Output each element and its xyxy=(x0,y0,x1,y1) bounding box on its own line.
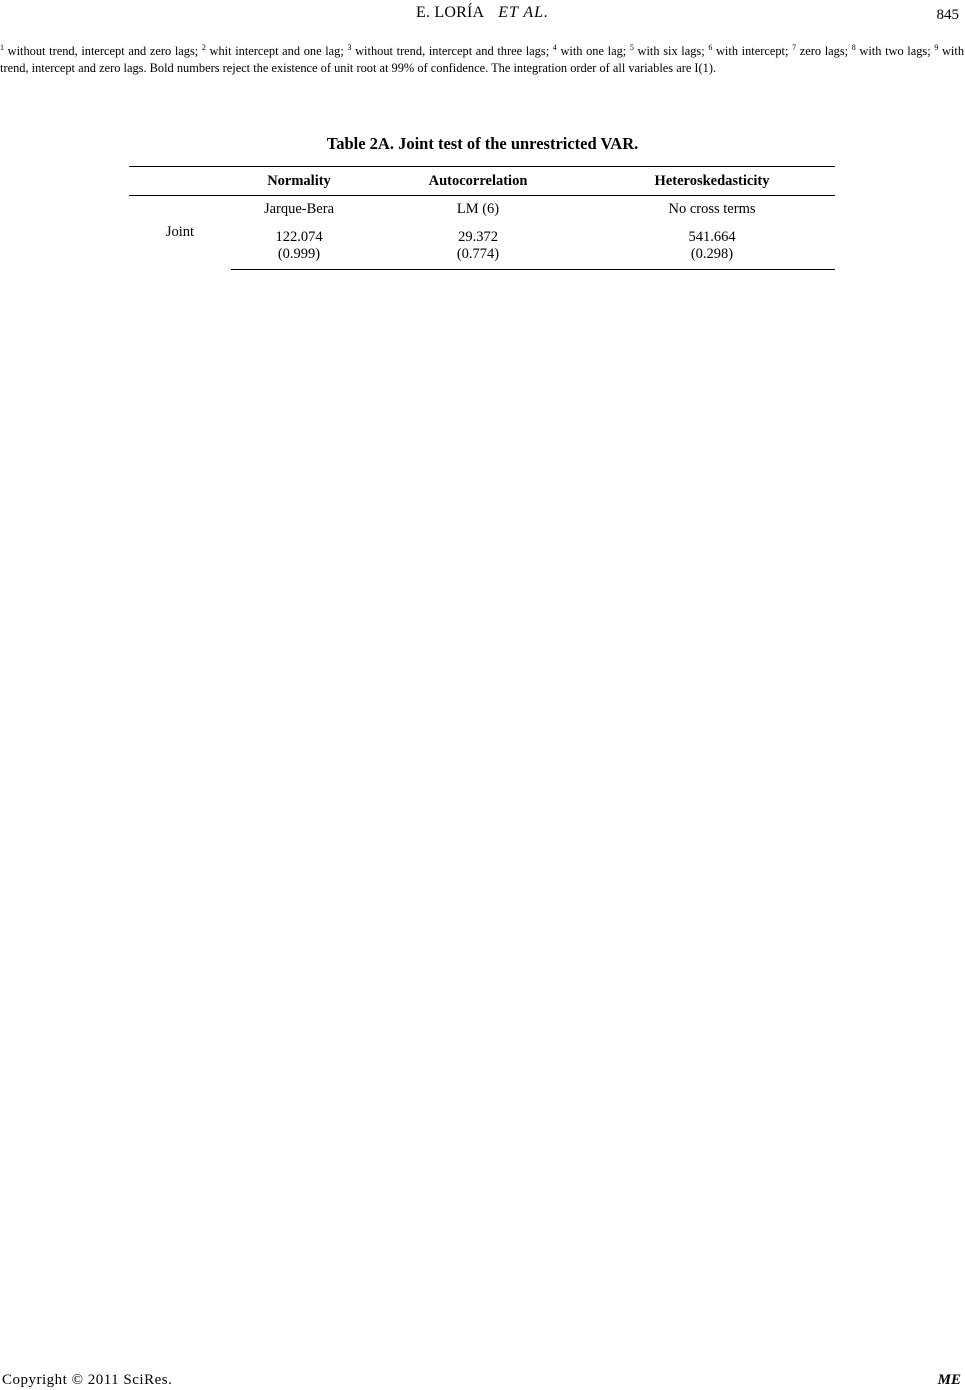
table-subheader-row xyxy=(129,196,835,223)
footnote-marker: 8 xyxy=(851,43,856,52)
table-header-autocorrelation: Autocorrelation xyxy=(367,167,589,196)
var-joint-test-table xyxy=(129,166,835,270)
cell-heteroskedasticity xyxy=(589,222,835,270)
footnote-text: zero lags; xyxy=(796,44,852,58)
cell-p-value: (0.774) xyxy=(456,245,500,262)
table-header-row xyxy=(129,167,835,196)
table-caption: Table 2A. Joint test of the unrestricted VAR. xyxy=(326,134,639,153)
running-head-etal: ET AL. xyxy=(498,4,550,21)
table-header-heteroskedasticity: Heteroskedasticity xyxy=(589,167,835,196)
cell-statistic: 541.664 xyxy=(688,228,736,245)
footnote-marker: 4 xyxy=(552,43,557,52)
table-footnote xyxy=(0,43,964,76)
table-header-empty xyxy=(129,167,231,196)
cell-p-value: (0.999) xyxy=(277,245,321,262)
footnote-text: with six lags; xyxy=(633,44,709,58)
footnote-text: without trend, intercept and three lags; xyxy=(351,44,553,58)
subheader-lm: LM (6) xyxy=(456,200,500,217)
footnote-text: with one lag; xyxy=(556,44,630,58)
page-number: 845 xyxy=(936,7,959,23)
cell-statistic: 122.074 xyxy=(275,228,323,245)
running-head xyxy=(0,4,965,22)
running-head-author: E. LORÍA xyxy=(415,4,485,21)
footnote-text: with trend, intercept and zero lags. Bold numbers reject the existence of unit root at 99% of confidence. The integration order of all variables are I(1). xyxy=(0,44,965,75)
footnote-marker: 6 xyxy=(708,43,713,52)
footnote-marker: 1 xyxy=(0,43,4,52)
subheader-no-cross-terms: No cross terms xyxy=(668,200,756,217)
cell-autocorrelation xyxy=(367,222,589,270)
footnote-marker: 7 xyxy=(792,43,797,52)
table-row xyxy=(129,222,835,270)
cell-statistic: 29.372 xyxy=(458,228,498,245)
footnote-text: whit intercept and one lag; xyxy=(205,44,348,58)
footnote-text: with intercept; xyxy=(712,44,793,58)
row-label-joint: Joint xyxy=(165,224,195,241)
subheader-jarque-bera: Jarque-Bera xyxy=(263,200,335,217)
footnote-marker: 5 xyxy=(629,43,634,52)
copyright-notice: Copyright © 2011 SciRes. xyxy=(2,1372,173,1388)
footnote-marker: 2 xyxy=(201,43,206,52)
footnote-marker: 3 xyxy=(347,43,352,52)
cell-normality xyxy=(231,222,367,270)
cell-p-value: (0.298) xyxy=(690,245,734,262)
journal-abbrev: ME xyxy=(937,1372,961,1388)
footnote-text: without trend, intercept and zero lags; xyxy=(4,44,202,58)
footnote-marker: 9 xyxy=(934,43,939,52)
table-header-normality: Normality xyxy=(231,167,367,196)
footnote-text: with two lags; xyxy=(855,44,935,58)
